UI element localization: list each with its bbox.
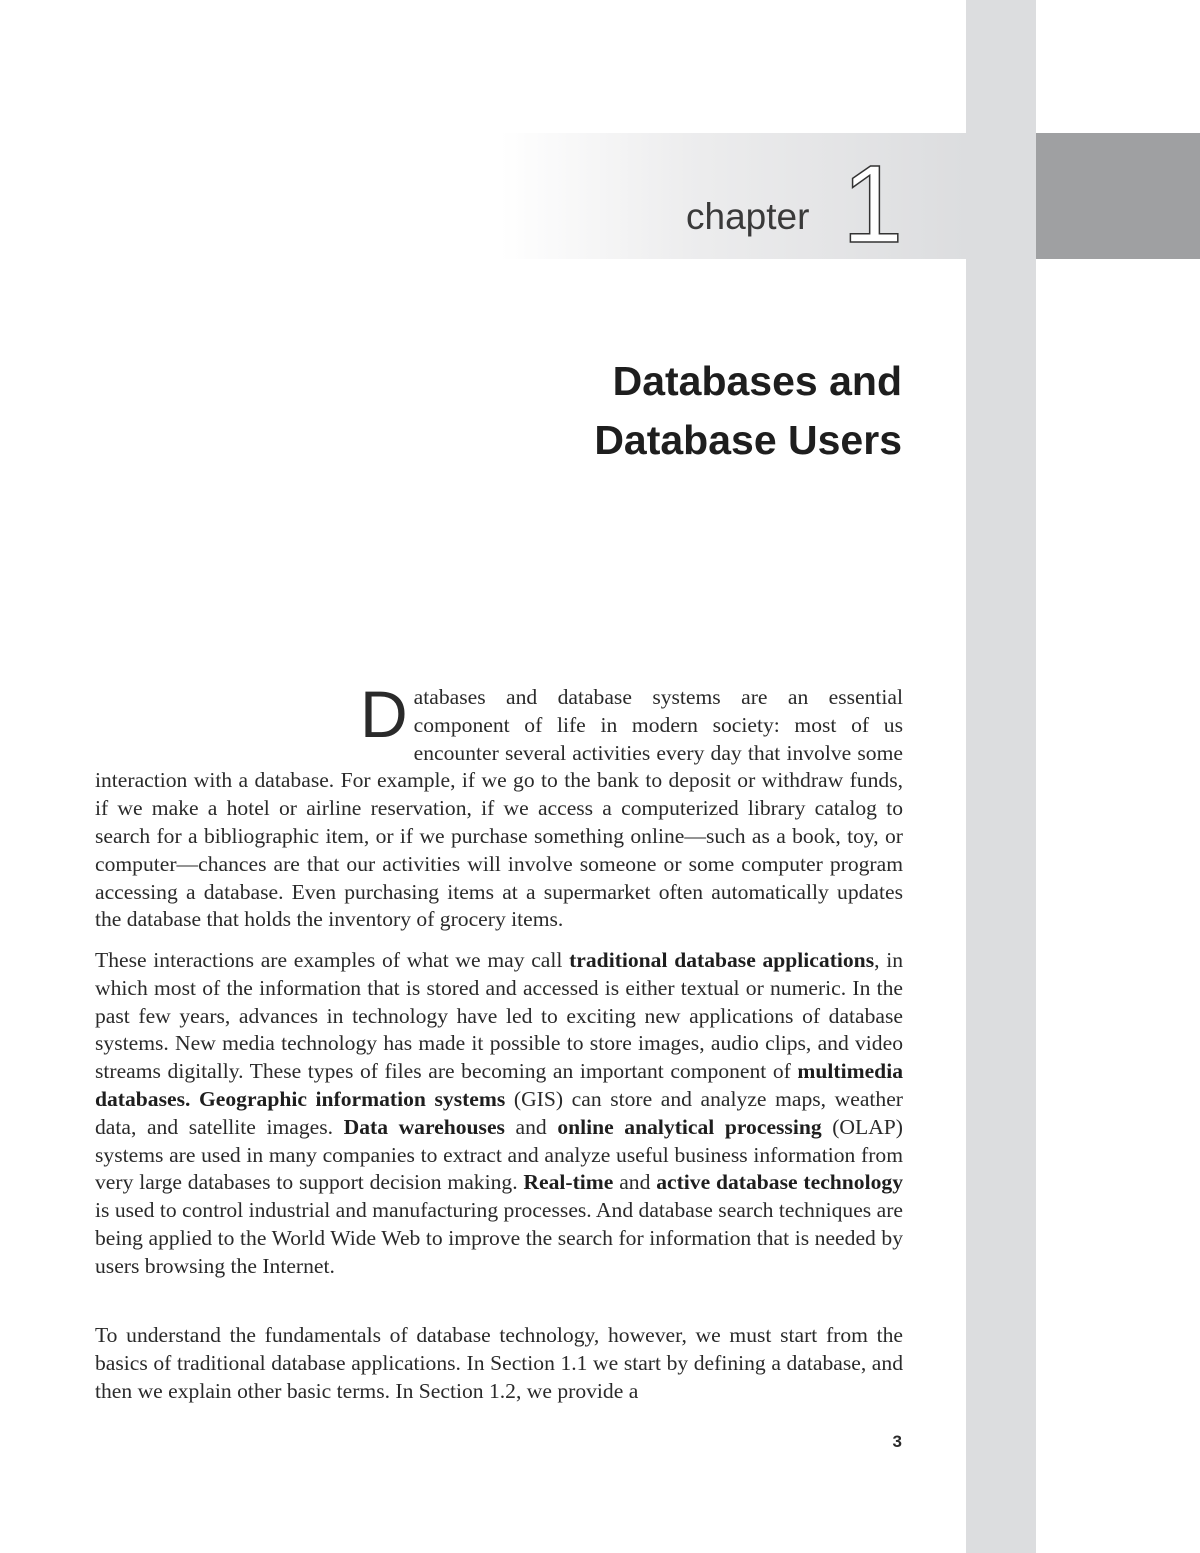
chapter-title xyxy=(594,352,902,470)
text-segment: These interactions are examples of what we may call xyxy=(95,948,570,972)
text-segment: and xyxy=(613,1170,657,1195)
term-multimedia-databases: multimedia databases. xyxy=(95,1059,903,1111)
chapter-label: chapter xyxy=(686,196,810,237)
chapter-title-line-2: Database Users xyxy=(594,417,902,463)
fundamentals-paragraph: To understand the fundamentals of database technology, however, we must start from the basics of traditional database applications. In Section 1.1 we start by defining a database, and then we explain other basic terms. In Section 1.2, we provide a xyxy=(95,1323,903,1403)
term-data-warehouses: Data warehouses xyxy=(343,1114,505,1139)
drop-cap: D xyxy=(360,677,408,751)
decorative-vertical-bar xyxy=(966,0,1036,1553)
term-active-database-technology: active database technology xyxy=(656,1170,903,1195)
intro-paragraph-text: atabases and database systems are an essential component of life in modern society: most of us encounter several activities every day that involve some interaction with a database. For example, if we go to the bank to deposit or withdraw funds, if we make a hotel or airline reservation, if we access a computerized library catalog to search for a bibliographic item, or if we purchase something online—such as a book, toy, or computer—chances are that our activities will involve someone or some computer program accessing a database. Even purchasing items at a supermarket often automatically updates the database that holds the inventory of grocery items. xyxy=(95,685,903,932)
chapter-title-line-1: Databases and xyxy=(612,358,902,404)
page-number: 3 xyxy=(892,1432,902,1451)
intro-paragraph xyxy=(95,677,903,934)
term-real-time: Real-time xyxy=(523,1170,614,1195)
chapter-number: 1 xyxy=(842,143,904,266)
dropcap-indent xyxy=(95,684,360,740)
text-segment: and xyxy=(504,1114,558,1139)
text-segment: (GIS) can store and analyze maps, weather data, and satellite images. xyxy=(95,1086,903,1139)
text-segment: , in which most of the information that is stored and accessed is either textual or numeric. In the past few years, advances in technology have led to exciting new applications of database systems. New media technology has made it possible to store images, audio clips, and video streams digitally. These types of files are becoming an important component of xyxy=(95,948,904,1084)
text-segment: (OLAP) systems are used in many companies to extract and analyze useful business information from very large databases to support decision making. xyxy=(95,1114,903,1195)
term-olap: online analytical processing xyxy=(557,1114,822,1139)
term-traditional-database-applications: traditional database applications xyxy=(569,948,875,972)
applications-paragraph xyxy=(95,947,903,1281)
text-segment: is used to control industrial and manufacturing processes. And database search techniques are being applied to the World Wide Web to improve the search for information that is needed by users browsing the Internet. xyxy=(95,1198,903,1278)
text-segment xyxy=(190,1087,199,1111)
term-geographic-information-systems: Geographic information systems xyxy=(199,1086,506,1111)
decorative-right-block xyxy=(1036,133,1200,259)
